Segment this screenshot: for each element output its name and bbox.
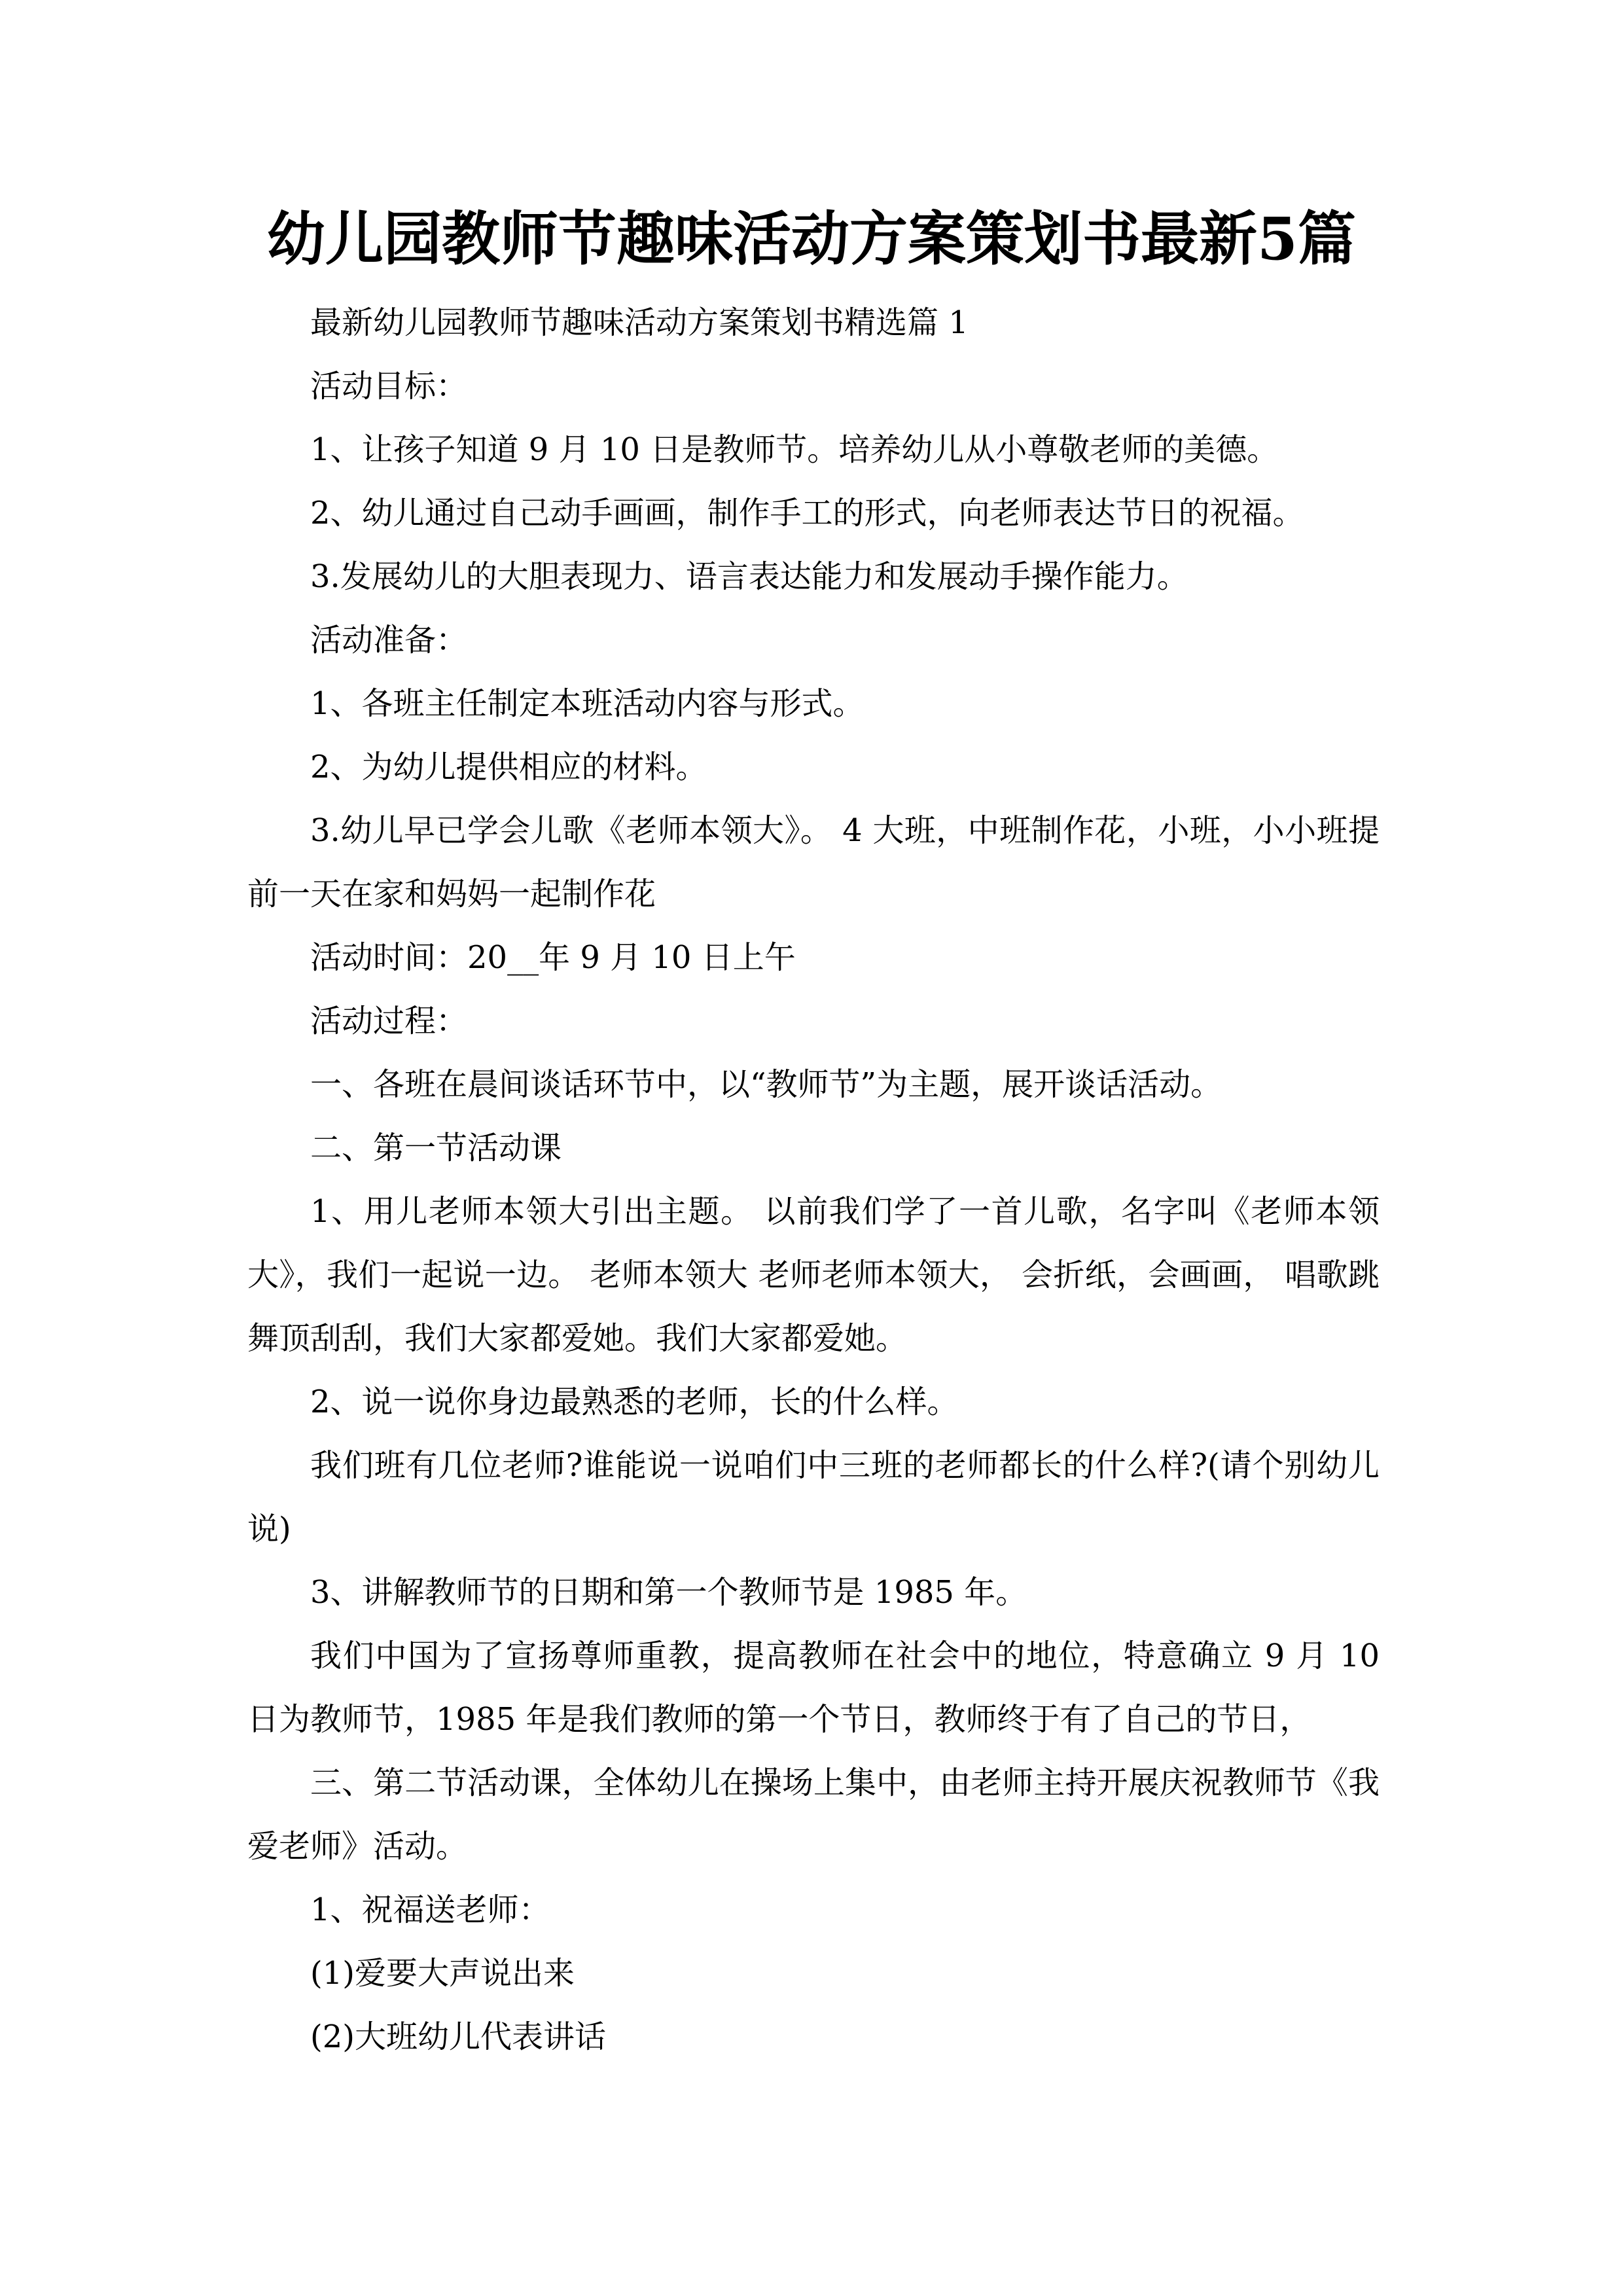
- document-body: [247, 291, 1380, 2069]
- paragraph: 一、各班在晨间谈话环节中，以“教师节”为主题，展开谈话活动。: [310, 1066, 1222, 1103]
- paragraph: 1、祝福送老师：: [310, 1892, 550, 1928]
- paragraph: 2、幼儿通过自己动手画画，制作手工的形式，向老师表达节日的祝福。: [310, 495, 1304, 531]
- paragraph: (1)爱要大声说出来: [310, 1955, 575, 1992]
- paragraph: 三、第二节活动课，全体幼儿在操场上集中，由老师主持开展庆祝教师节《我爱老师》活动。: [247, 1765, 1380, 1865]
- paragraph: 3.发展幼儿的大胆表现力、语言表达能力和发展动手操作能力。: [310, 558, 1188, 595]
- paragraph: 1、让孩子知道 9 月 10 日是教师节。培养幼儿从小尊敬老师的美德。: [310, 431, 1279, 468]
- subheading-activity-preparation: 活动准备：: [310, 622, 468, 658]
- paragraph: 3、讲解教师节的日期和第一个教师节是 1985 年。: [310, 1574, 1027, 1611]
- paragraph: 1、各班主任制定本班活动内容与形式。: [310, 685, 865, 722]
- paragraph: 3.幼儿早已学会儿歌《老师本领大》。 4 大班，中班制作花，小班，小小班提前一天在家和妈妈一起制作花: [247, 812, 1380, 912]
- paragraph: 2、说一说你身边最熟悉的老师，长的什么样。: [310, 1384, 959, 1420]
- paragraph: 二、第一节活动课: [310, 1130, 562, 1166]
- subheading-activity-goals: 活动目标：: [310, 368, 468, 404]
- section-heading: 最新幼儿园教师节趣味活动方案策划书精选篇 1: [310, 304, 969, 341]
- paragraph: 2、为幼儿提供相应的材料。: [310, 749, 707, 785]
- subheading-activity-time: 活动时间：20__年 9 月 10 日上午: [310, 939, 796, 976]
- paragraph: (2)大班幼儿代表讲话: [310, 2018, 606, 2055]
- paragraph: 我们班有几位老师?谁能说一说咱们中三班的老师都长的什么样?(请个别幼儿说): [247, 1447, 1380, 1547]
- document-title: 幼儿园教师节趣味活动方案策划书最新5篇: [267, 204, 1356, 273]
- paragraph: 我们中国为了宣扬尊师重教，提高教师在社会中的地位，特意确立 9 月 10 日为教师节，1985 年是我们教师的第一个节日，教师终于有了自己的节日，: [247, 1638, 1380, 1738]
- paragraph: 1、用儿老师本领大引出主题。 以前我们学了一首儿歌，名字叫《老师本领大》，我们一起说一边。 老师本领大 老师老师本领大， 会折纸，会画画， 唱歌跳舞顶刮刮，我们大家都爱她。我们大家都爱她。: [247, 1193, 1380, 1357]
- subheading-activity-process: 活动过程：: [310, 1003, 468, 1039]
